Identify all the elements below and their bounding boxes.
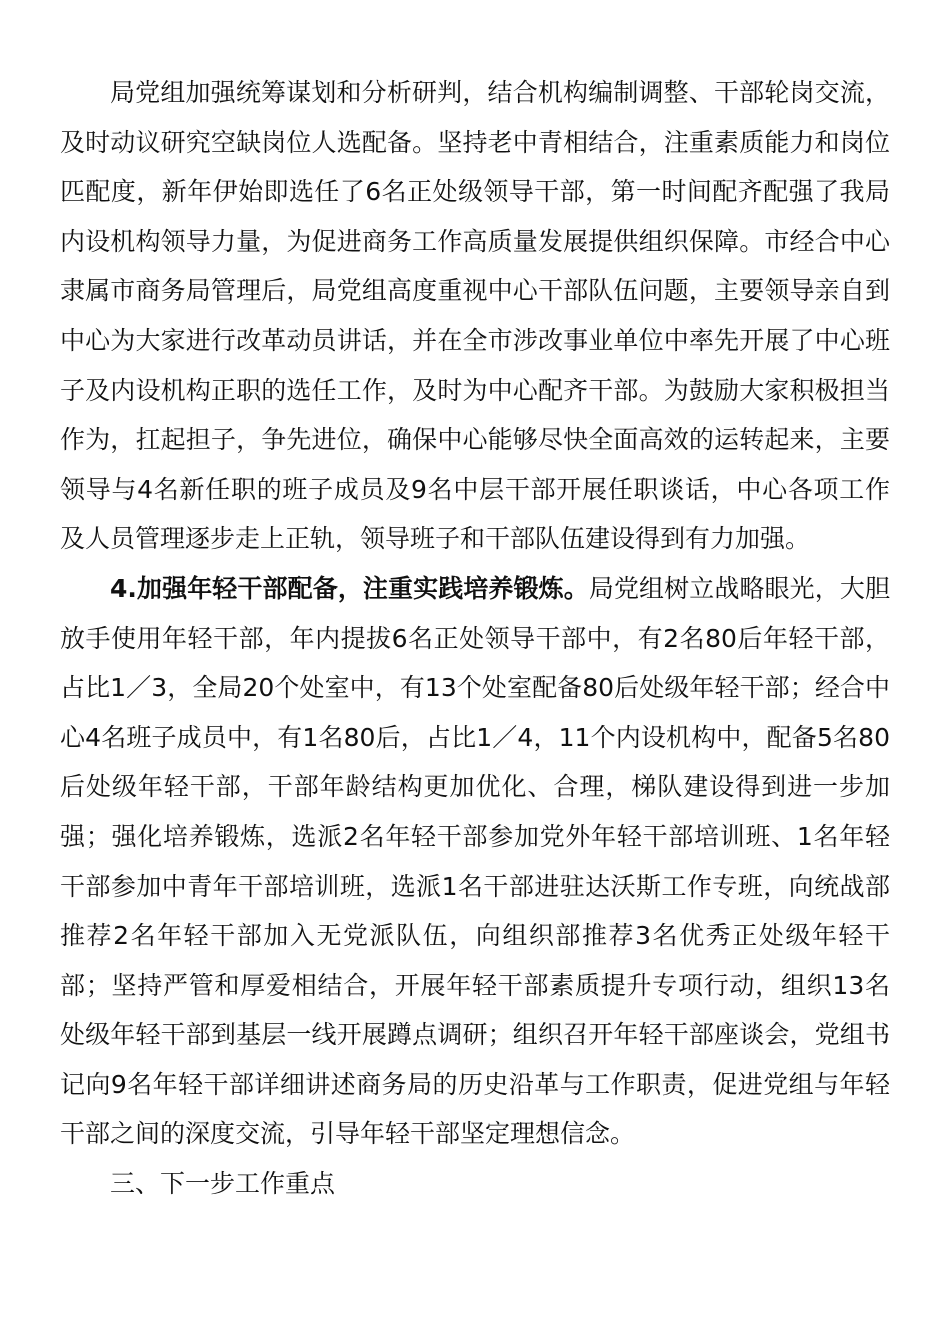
document-body xyxy=(60,68,890,1209)
paragraph-young-cadres xyxy=(60,564,890,1159)
paragraph-lead-heading: 4.加强年轻干部配备，注重实践培养锻炼。 xyxy=(110,573,589,603)
section-heading: 三、下一步工作重点 xyxy=(110,1169,336,1199)
paragraph-text: 局党组树立战略眼光，大胆放手使用年轻干部，年内提拔6名正处领导干部中，有2名80后年轻干部，占比1／3，全局20个处室中，有13个处室配备80后处级年轻干部；经合中心4名班子成员中，有1名80后，占比1／4，11个内设机构中，配备5名80后处级年轻干部，干部年龄结构更加优化、合理，梯队建设得到进一步加强；强化培养锻炼，选派2名年轻干部参加党外年轻干部培训班、1名年轻干部参加中青年干部培训班，选派1名干部进驻达沃斯工作专班，向统战部推荐2名年轻干部加入无党派队伍，向组织部推荐3名优秀正处级年轻干部；坚持严管和厚爱相结合，开展年轻干部素质提升专项行动，组织13名处级年轻干部到基层一线开展蹲点调研；组织召开年轻干部座谈会，党组书记向9名年轻干部详细讲述商务局的历史沿革与工作职责，促进党组与年轻干部之间的深度交流，引导年轻干部坚定理想信念。 xyxy=(60,573,890,1149)
paragraph-text: 局党组加强统筹谋划和分析研判，结合机构编制调整、干部轮岗交流，及时动议研究空缺岗位人选配备。坚持老中青相结合，注重素质能力和岗位匹配度，新年伊始即选任了6名正处级领导干部，第一时间配齐配强了我局内设机构领导力量，为促进商务工作高质量发展提供组织保障。市经合中心隶属市商务局管理后，局党组高度重视中心干部队伍问题，主要领导亲自到中心为大家进行改革动员讲话，并在全市涉改事业单位中率先开展了中心班子及内设机构正职的选任工作，及时为中心配齐干部。为鼓励大家积极担当作为，扛起担子，争先进位，确保中心能够尽快全面高效的运转起来，主要领导与4名新任职的班子成员及9名中层干部开展任职谈话，中心各项工作及人员管理逐步走上正轨，领导班子和干部队伍建设得到有力加强。 xyxy=(60,78,890,554)
paragraph-cadre-selection xyxy=(60,68,890,564)
